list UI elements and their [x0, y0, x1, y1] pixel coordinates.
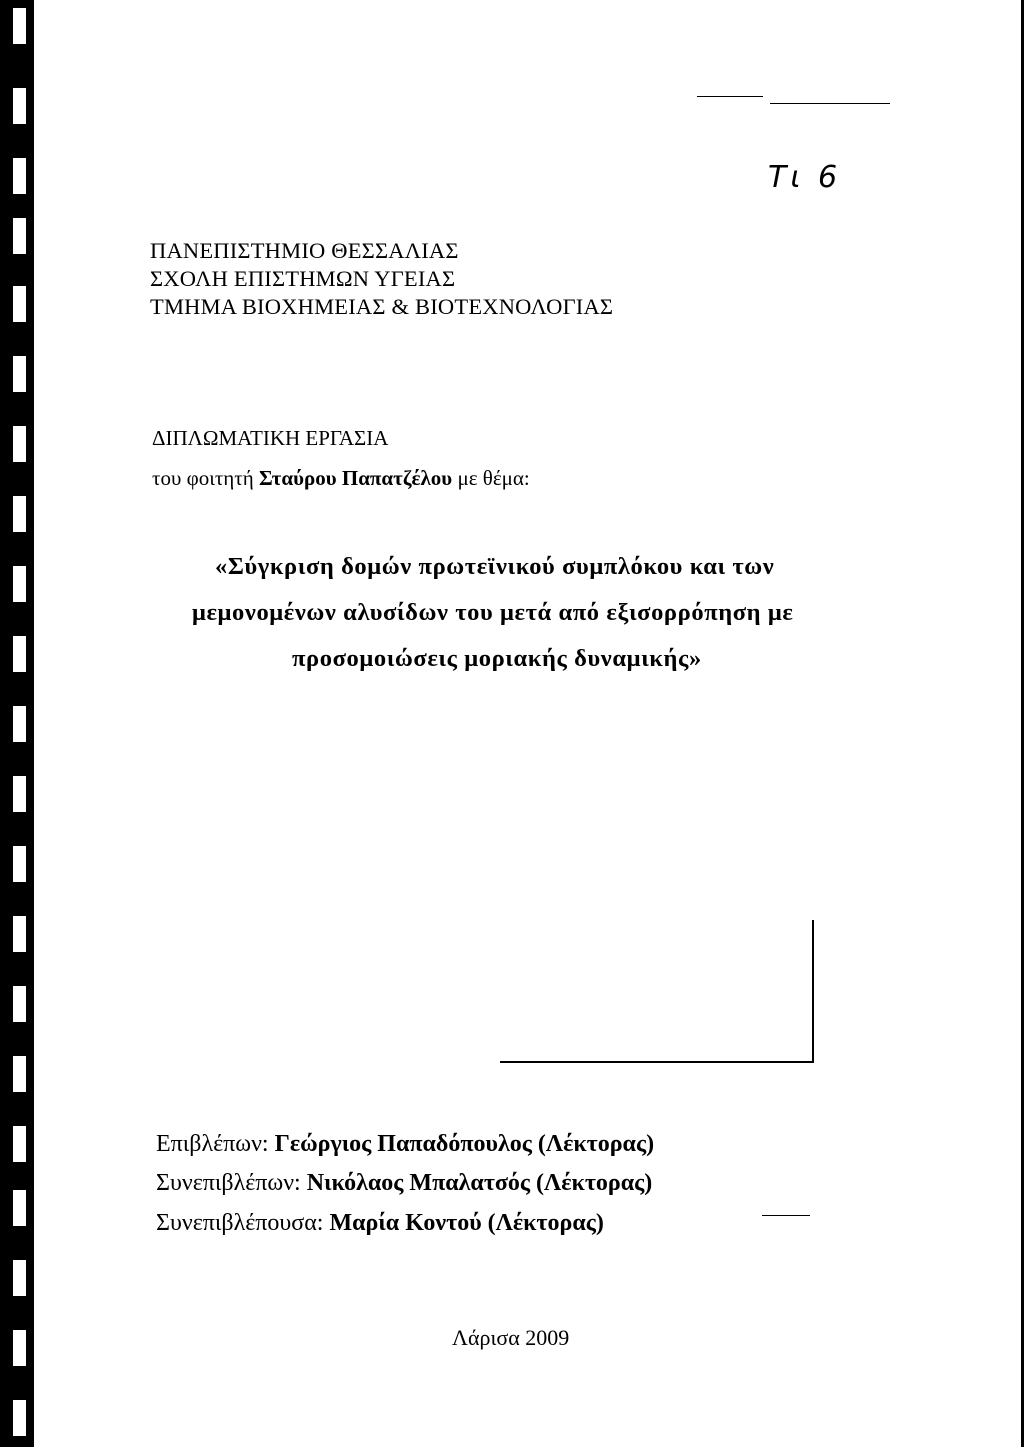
- film-sprocket-hole: [13, 846, 26, 882]
- film-sprocket-hole: [13, 8, 26, 44]
- supervisor-line: [156, 1131, 654, 1158]
- film-sprocket-hole: [13, 776, 26, 812]
- school-name: ΣΧΟΛΗ ΕΠΙΣΤΗΜΩΝ ΥΓΕΙΑΣ: [150, 266, 456, 291]
- film-sprocket-hole: [13, 218, 26, 254]
- film-sprocket-hole: [13, 1330, 26, 1366]
- co-supervisor-role: Συνεπιβλέπων:: [156, 1170, 301, 1196]
- co-supervisor-female-role: Συνεπιβλέπουσα:: [156, 1210, 324, 1236]
- film-sprocket-hole: [13, 1400, 26, 1436]
- film-sprocket-hole: [13, 1126, 26, 1162]
- film-sprocket-hole: [13, 986, 26, 1022]
- film-sprocket-hole: [13, 426, 26, 462]
- thesis-title-line: μεμονομένων αλυσίδων του μετά από εξισορρόπηση με: [192, 599, 794, 626]
- film-sprocket-hole: [13, 1056, 26, 1092]
- film-sprocket-hole: [13, 566, 26, 602]
- scan-artifact-line: [697, 96, 763, 97]
- thesis-type: ΔΙΠΛΩΜΑΤΙΚΗ ΕΡΓΑΣΙΑ: [152, 426, 389, 450]
- handwritten-mark: Τι 6: [768, 160, 842, 195]
- scan-artifact-line: [770, 103, 890, 104]
- film-sprocket-hole: [13, 636, 26, 672]
- film-sprocket-hole: [13, 158, 26, 194]
- co-supervisor-female-name: Μαρία Κοντού (Λέκτορας): [329, 1210, 604, 1236]
- film-strip-border: [0, 0, 34, 1447]
- thesis-title-line: προσομοιώσεις μοριακής δυναμικής»: [292, 645, 702, 672]
- film-sprocket-hole: [13, 1260, 26, 1296]
- author-line: [152, 466, 530, 491]
- film-sprocket-hole: [13, 706, 26, 742]
- scan-artifact-line: [762, 1215, 810, 1216]
- frame-corner-vertical: [812, 920, 814, 1063]
- university-name: ΠΑΝΕΠΙΣΤΗΜΙΟ ΘΕΣΣΑΛΙΑΣ: [150, 238, 459, 263]
- co-supervisor-name: Νικόλαος Μπαλατσός (Λέκτορας): [306, 1170, 653, 1196]
- supervisor-name: Γεώργιος Παπαδόπουλος (Λέκτορας): [274, 1131, 655, 1157]
- author-prefix: του φοιτητή: [152, 466, 254, 490]
- film-sprocket-hole: [13, 286, 26, 322]
- film-sprocket-hole: [13, 88, 26, 124]
- supervisor-role: Επιβλέπων:: [156, 1131, 269, 1157]
- co-supervisor-line: [156, 1170, 652, 1197]
- place-year: Λάρισα 2009: [452, 1325, 570, 1350]
- film-sprocket-hole: [13, 1190, 26, 1226]
- frame-corner-horizontal: [500, 1061, 814, 1063]
- author-suffix: με θέμα:: [457, 466, 530, 490]
- department-name: ΤΜΗΜΑ ΒΙΟΧΗΜΕΙΑΣ & ΒΙΟΤΕΧΝΟΛΟΓΙΑΣ: [150, 294, 614, 319]
- co-supervisor-female-line: [156, 1210, 604, 1237]
- film-sprocket-hole: [13, 916, 26, 952]
- film-sprocket-hole: [13, 496, 26, 532]
- author-name: Σταύρου Παπατζέλου: [258, 466, 453, 490]
- film-sprocket-hole: [13, 356, 26, 392]
- thesis-title-line: «Σύγκριση δομών πρωτεϊνικού συμπλόκου και των: [215, 553, 775, 580]
